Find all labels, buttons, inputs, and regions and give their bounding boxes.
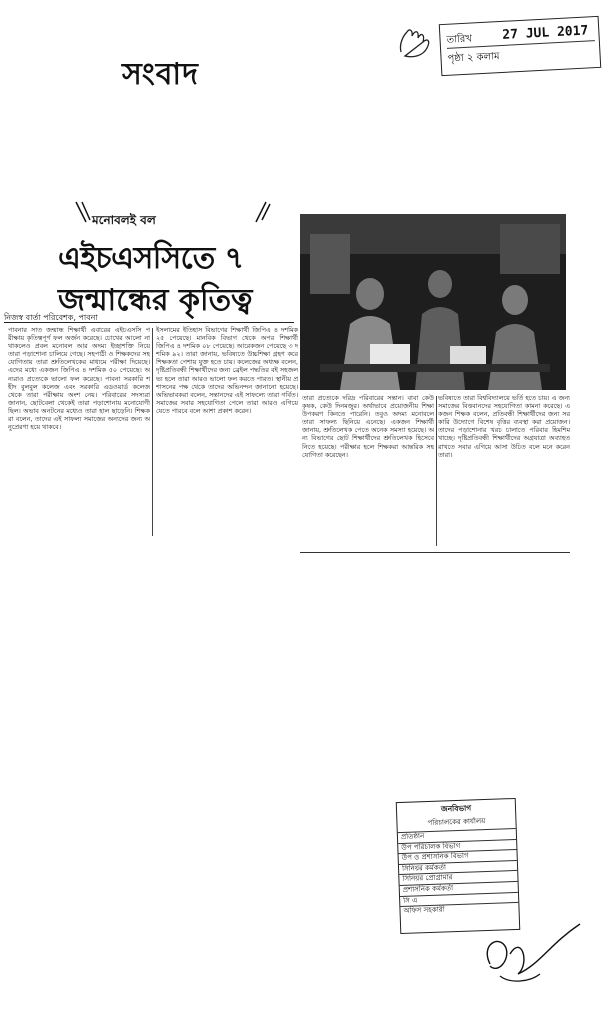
office-stamp-row: সিনিয়র প্রোগ্রামার [399,870,517,885]
office-stamp-row: সিনিয়র কর্মকর্তা [399,860,517,875]
stamp-date-value: 27 JUL 2017 [501,23,589,43]
hand-sketch-icon [395,22,443,62]
kicker-right-mark-icon [250,200,272,224]
office-stamp-row: প্রতিষ্ঠান [398,828,516,843]
column-divider [152,328,153,536]
article-photo [300,214,566,390]
article-byline: নিজস্ব বার্তা পরিবেশক, পাবনা [4,313,98,322]
article-body-column-4: ভবিষ্যতে তারা বিশ্ববিদ্যালয়ে ভর্তি হতে চায়। এ জন্য সমাজের বিত্তবানদের সহযোগিতা কামনা করেছে। একজন শিক্ষক বলেন, প্রতিবন্ধী শিক্ষার্থীদের জন্য সরকারি উদ্যোগে বিশেষ বৃত্তির ব্যবস্থা করা প্রয়োজন। তাদের পড়াশোনার খরচ চালাতে পরিবার হিমশিম খাচ্ছে। দৃষ্টিপ্রতিবন্ধী শিক্ষার্থীদের অগ্রযাত্রা অব্যাহত রাখতে সবার এগিয়ে আসা উচিত বলে মনে করেন তারা। [438,394,570,459]
office-stamp-title: জনবিভাগ [440,803,472,814]
article-kicker: মনোবলই বল [92,213,156,227]
handwritten-signature-icon [470,904,590,994]
office-stamp-subtitle: পরিচালকের কার্যালয় [427,817,486,828]
photo-figures-icon [300,214,566,390]
office-stamp-row: অফিস সহকারী [400,902,518,917]
column-divider [436,396,437,546]
article-headline-line2: জন্মান্ধের কৃতিত্ব [58,283,253,318]
office-stamp-row: সি এ [400,891,518,906]
stamp-date-label: তারিখ [446,33,473,46]
office-stamp-row: প্রশাসনিক কর্মকর্তা [400,881,518,896]
office-stamp-row: উপ ও প্রশাসনিক বিভাগ [399,849,517,864]
byline-divider [4,322,294,323]
article-bottom-rule [300,552,570,553]
stamp-page-label: পৃষ্ঠা ২ কলাম [447,51,500,65]
article-body-column-2: ইসলামের ইতিহাস বিভাগের শিক্ষার্থী জিপিএ ৪ দশমিক ২৫ পেয়েছে। মানবিক বিভাগ থেকে অপর শিক্ষার্থী জিপিএ ৪ দশমিক ০৮ পেয়েছে। আরেকজন পেয়েছে ৩ দশমিক ৯২। তারা জানায়, ভবিষ্যতে উচ্চশিক্ষা গ্রহণ করে শিক্ষকতা পেশায় যুক্ত হতে চায়। কলেজের অধ্যক্ষ বলেন, দৃষ্টিপ্রতিবন্ধী শিক্ষার্থীদের জন্য ব্রেইল পদ্ধতির বই সহজলভ্য হলে তারা আরও ভালো ফল করতে পারত। স্থানীয় প্রশাসনের পক্ষ থেকে তাদের অভিনন্দন জানানো হয়েছে। অভিভাবকরা বলেন, সন্তানদের এই সাফল্যে তারা গর্বিত। সমাজের সবার সহযোগিতা পেলে তারা আরও এগিয়ে যেতে পারবে বলে আশা প্রকাশ করেন। [156,326,298,415]
article-body-column-3: তারা প্রত্যেকে দরিদ্র পরিবারের সন্তান। বাবা কেউ কৃষক, কেউ দিনমজুর। অর্থাভাবে প্রয়োজনীয় শিক্ষা উপকরণ কিনতে পারেনি। তবুও অদম্য মনোবলে তারা সাফল্য ছিনিয়ে এনেছে। একজন শিক্ষার্থী জানায়, শ্রুতিলেখক পেতে অনেক সমস্যা হয়েছে। অন্য বিভাগের ছোট শিক্ষার্থীদের শ্রুতিলেখক হিসেবে নিতে হয়েছে। পরীক্ষার হলে শিক্ষকরা আন্তরিক সহযোগিতা করেছেন। [302,394,434,459]
newspaper-masthead: সংবাদ [122,57,199,92]
article-body-column-1: পাবনার সাত জন্মান্ধ শিক্ষার্থী এবারের এইচএসসি পরীক্ষায় কৃতিত্বপূর্ণ ফল অর্জন করেছে। চোখের আলো না থাকলেও প্রবল মনোবল আর অদম্য ইচ্ছাশক্তি নিয়ে তারা পড়াশোনা চালিয়ে গেছে। সহপাঠী ও শিক্ষকদের সহযোগিতায় তারা শ্রুতিলেখকের মাধ্যমে পরীক্ষা দিয়েছে। এদের মধ্যে একজন জিপিএ ৪ দশমিক ৫০ পেয়েছে। অন্যরাও প্রত্যেকে ভালো ফল করেছে। পাবনা সরকারি শহীদ বুলবুল কলেজ এবং সরকারি এডওয়ার্ড কলেজ থেকে তারা পরীক্ষায় অংশ নেয়। পরিবারের সদস্যরা জানান, ছোটবেলা থেকেই তারা পড়াশোনায় মনোযোগী ছিল। অভাব অনটনের মধ্যেও তারা হাল ছাড়েনি। শিক্ষকরা বলেন, তাদের এই সাফল্য সমাজের অন্যদের জন্য অনুপ্রেরণা হয়ে থাকবে। [8,326,150,432]
kicker-left-mark-icon [72,200,94,224]
article-headline-line1: এইচএসসিতে ৭ [58,241,244,276]
date-stamp [439,16,602,76]
office-stamp-row: উপ পরিচালক বিভাগ [398,839,516,854]
